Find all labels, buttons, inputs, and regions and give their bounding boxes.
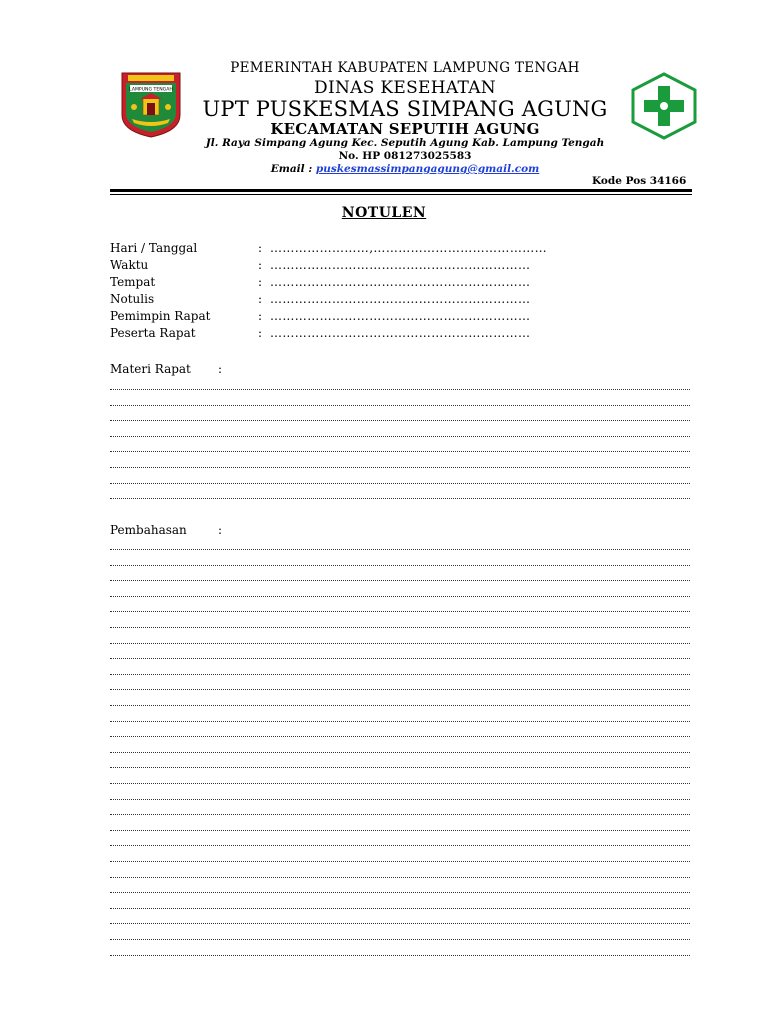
dotted-line[interactable]	[110, 704, 690, 706]
dotted-line[interactable]	[110, 497, 690, 499]
dotted-line[interactable]	[110, 610, 690, 612]
dotted-line[interactable]	[110, 642, 690, 644]
dotted-line[interactable]	[110, 938, 690, 940]
document-title: NOTULEN	[341, 205, 427, 221]
dotted-line[interactable]	[110, 450, 690, 452]
dotted-line[interactable]	[110, 435, 690, 437]
dotted-line[interactable]	[110, 829, 690, 831]
header-divider-thin	[110, 194, 692, 195]
dotted-line[interactable]	[110, 720, 690, 722]
field-colon: :	[258, 258, 263, 272]
dotted-line[interactable]	[110, 782, 690, 784]
dotted-line[interactable]	[110, 579, 690, 581]
postal-code: Kode Pos 34166	[592, 175, 687, 187]
svg-text:LAMPUNG TENGAH: LAMPUNG TENGAH	[129, 87, 173, 93]
header-government-line: PEMERINTAH KABUPATEN LAMPUNG TENGAH	[230, 60, 580, 76]
section-colon: :	[218, 523, 223, 537]
field-label: Waktu	[110, 258, 149, 272]
dotted-line[interactable]	[110, 388, 690, 390]
dotted-line[interactable]	[110, 595, 690, 597]
dotted-line[interactable]	[110, 844, 690, 846]
dotted-line[interactable]	[110, 798, 690, 800]
dotted-line[interactable]	[110, 564, 690, 566]
field-value[interactable]: ………………………………………………………	[270, 275, 531, 289]
field-value[interactable]: ……………………,……………………………………	[270, 241, 548, 255]
email-link[interactable]: puskesmassimpangagung@gmail.com	[315, 163, 540, 175]
dotted-line[interactable]	[110, 813, 690, 815]
puskesmas-cross-icon	[629, 72, 699, 140]
header-department-line: DINAS KESEHATAN	[314, 78, 496, 98]
field-colon: :	[258, 275, 263, 289]
field-value[interactable]: ………………………………………………………	[270, 258, 531, 272]
section-colon: :	[218, 362, 223, 376]
field-label: Notulis	[110, 292, 155, 306]
header-address: Jl. Raya Simpang Agung Kec. Seputih Agung Kab. Lampung Tengah	[205, 137, 605, 149]
field-colon: :	[258, 326, 263, 340]
dotted-line[interactable]	[110, 922, 690, 924]
section-meeting-material	[110, 362, 223, 376]
dotted-line[interactable]	[110, 907, 690, 909]
dotted-line[interactable]	[110, 419, 690, 421]
dotted-line[interactable]	[110, 466, 690, 468]
field-value[interactable]: ………………………………………………………	[270, 309, 531, 323]
dotted-line[interactable]	[110, 404, 690, 406]
header-district-line: KECAMATAN SEPUTIH AGUNG	[270, 120, 540, 138]
dotted-line[interactable]	[110, 735, 690, 737]
section-label: Materi Rapat	[110, 362, 191, 376]
header-email-line	[190, 163, 620, 175]
header-divider-thick	[110, 189, 692, 192]
dotted-line[interactable]	[110, 657, 690, 659]
section-discussion	[110, 523, 223, 537]
field-colon: :	[258, 292, 263, 306]
field-value[interactable]: ………………………………………………………	[270, 326, 531, 340]
field-label: Tempat	[110, 275, 156, 289]
field-label: Pemimpin Rapat	[110, 309, 211, 323]
dotted-line[interactable]	[110, 891, 690, 893]
dotted-line[interactable]	[110, 688, 690, 690]
dotted-line[interactable]	[110, 954, 690, 956]
dotted-line[interactable]	[110, 860, 690, 862]
section-label: Pembahasan	[110, 523, 187, 537]
field-colon: :	[258, 241, 263, 255]
header-phone: No. HP 081273025583	[338, 150, 472, 162]
dotted-line[interactable]	[110, 548, 690, 550]
email-label: Email :	[270, 163, 313, 175]
field-value[interactable]: ………………………………………………………	[270, 292, 531, 306]
lampung-tengah-emblem-icon	[120, 71, 182, 139]
field-label: Peserta Rapat	[110, 326, 196, 340]
dotted-line[interactable]	[110, 482, 690, 484]
dotted-line[interactable]	[110, 751, 690, 753]
header-institution-name: UPT PUSKESMAS SIMPANG AGUNG	[202, 97, 608, 121]
field-label: Hari / Tanggal	[110, 241, 198, 255]
dotted-line[interactable]	[110, 626, 690, 628]
dotted-line[interactable]	[110, 766, 690, 768]
dotted-line[interactable]	[110, 673, 690, 675]
field-colon: :	[258, 309, 263, 323]
dotted-line[interactable]	[110, 876, 690, 878]
